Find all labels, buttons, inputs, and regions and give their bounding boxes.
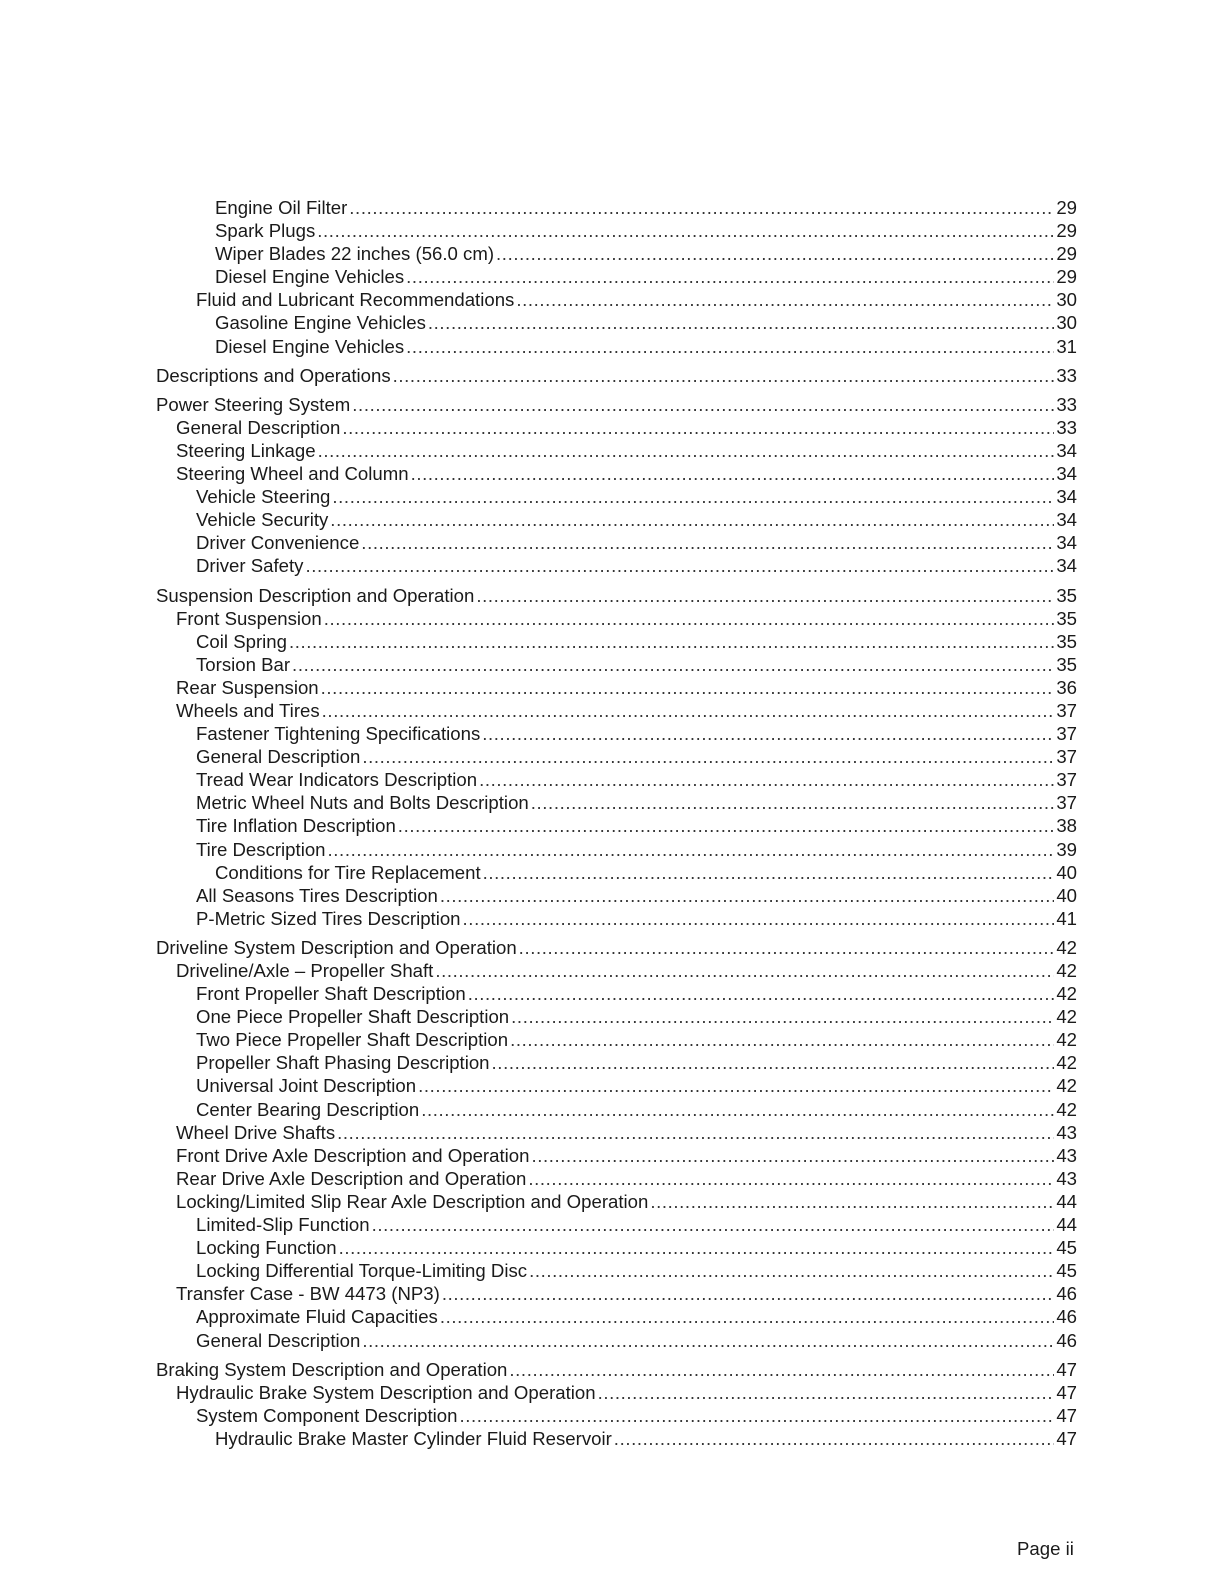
toc-entry-page: 35: [1056, 630, 1077, 652]
toc-entry-page: 29: [1056, 266, 1077, 288]
toc-entry[interactable]: [0, 861, 1224, 884]
toc-dot-leader: [398, 814, 1055, 837]
toc-entry-page: 33: [1056, 416, 1077, 438]
toc-entry-title: Locking Differential Torque-Limiting Disc: [196, 1260, 528, 1282]
toc-entry-page: 46: [1056, 1306, 1077, 1328]
toc-entry-title: P-Metric Sized Tires Description: [196, 907, 461, 929]
toc-dot-leader: [362, 1329, 1054, 1352]
toc-entry-page: 46: [1056, 1283, 1077, 1305]
toc-entry-page: 33: [1056, 364, 1077, 386]
toc-entry-line: [196, 1213, 1077, 1236]
page-number: Page ii: [1017, 1538, 1074, 1559]
toc-entry-line: [196, 722, 1077, 745]
toc-entry-line: [196, 1074, 1077, 1097]
toc-entry-title: Tread Wear Indicators Description: [196, 769, 478, 791]
toc-entry-line: [196, 745, 1077, 768]
toc-dot-leader: [339, 1236, 1055, 1259]
toc-entry-page: 34: [1056, 486, 1077, 508]
toc-entry-page: 43: [1056, 1167, 1077, 1189]
toc-entry-line: [196, 1051, 1077, 1074]
toc-entry-title: Front Drive Axle Description and Operation: [176, 1144, 530, 1166]
toc-entry-page: 37: [1056, 699, 1077, 721]
toc-dot-leader: [406, 265, 1054, 288]
toc-dot-leader: [352, 393, 1054, 416]
toc-entry-page: 40: [1056, 861, 1077, 883]
toc-entry-line: [176, 1190, 1077, 1213]
toc-dot-leader: [476, 584, 1054, 607]
toc-entry[interactable]: [0, 1167, 1224, 1190]
toc-entry[interactable]: [0, 814, 1224, 837]
toc-entry-title: Engine Oil Filter: [215, 197, 348, 218]
toc-entry-line: [196, 1028, 1077, 1051]
toc-entry-page: 40: [1056, 884, 1077, 906]
toc-entry-line: [196, 884, 1077, 907]
toc-entry-line: [176, 607, 1077, 630]
toc-entry-line: [215, 1427, 1077, 1450]
toc-entry-line: [215, 861, 1077, 884]
toc-dot-leader: [482, 722, 1054, 745]
toc-entry-line: [196, 1329, 1077, 1352]
toc-entry-page: 34: [1056, 509, 1077, 531]
toc-entry-line: [156, 936, 1077, 959]
toc-entry-line: [196, 791, 1077, 814]
toc-entry-title: Diesel Engine Vehicles: [215, 266, 405, 288]
toc-entry-title: Fluid and Lubricant Recommendations: [196, 289, 515, 311]
toc-entry-page: 47: [1056, 1381, 1077, 1403]
toc-entry-title: Hydraulic Brake Master Cylinder Fluid Reservoir: [215, 1427, 612, 1449]
toc-entry-line: [196, 531, 1077, 554]
toc-entry-title: Steering Wheel and Column: [176, 463, 409, 485]
toc-entry-title: Front Suspension: [176, 607, 322, 629]
toc-dot-leader: [289, 630, 1054, 653]
toc-entry-page: 30: [1056, 289, 1077, 311]
toc-entry[interactable]: [0, 959, 1224, 982]
toc-entry[interactable]: [0, 1427, 1224, 1450]
toc-entry-page: 36: [1056, 676, 1077, 698]
toc-entry-title: System Component Description: [196, 1404, 458, 1426]
toc-entry-line: [196, 838, 1077, 861]
toc-entry-line: [156, 1358, 1077, 1381]
toc-entry-page: 47: [1056, 1358, 1077, 1380]
toc-entry[interactable]: [0, 485, 1224, 508]
toc-dot-leader: [318, 439, 1055, 462]
toc-entry-page: 34: [1056, 439, 1077, 461]
toc-entry-title: Limited-Slip Function: [196, 1214, 370, 1236]
toc-entry-page: 29: [1056, 220, 1077, 242]
toc-entry[interactable]: [0, 242, 1224, 265]
toc-entry-line: [196, 907, 1077, 930]
toc-dot-leader: [614, 1427, 1055, 1450]
toc-entry[interactable]: [0, 936, 1224, 959]
toc-entry-line: [215, 311, 1077, 334]
toc-entry[interactable]: [0, 265, 1224, 288]
toc-entry-title: Locking Function: [196, 1237, 337, 1259]
toc-entry-page: 44: [1056, 1214, 1077, 1236]
toc-entry-title: Tire Inflation Description: [196, 815, 396, 837]
toc-entry[interactable]: [0, 1074, 1224, 1097]
toc-entry-line: [196, 1305, 1077, 1328]
toc-dot-leader: [598, 1381, 1055, 1404]
toc-entry-line: [196, 814, 1077, 837]
toc-entry-line: [176, 1381, 1077, 1404]
toc-entry-page: 42: [1056, 1006, 1077, 1028]
toc-entry-page: 30: [1056, 312, 1077, 334]
toc-entry[interactable]: [0, 462, 1224, 485]
toc-dot-leader: [529, 1259, 1054, 1282]
toc-entry-page: 42: [1056, 936, 1077, 958]
toc-entry-title: Rear Suspension: [176, 676, 319, 698]
toc-dot-leader: [393, 364, 1055, 387]
toc-entry-line: [196, 1259, 1077, 1282]
toc-dot-leader: [411, 462, 1055, 485]
toc-dot-leader: [342, 416, 1054, 439]
toc-entry-line: [196, 485, 1077, 508]
toc-entry-line: [196, 768, 1077, 791]
toc-entry[interactable]: [0, 1190, 1224, 1213]
toc-dot-leader: [442, 1282, 1054, 1305]
toc-entry-page: 42: [1056, 1029, 1077, 1051]
toc-entry-line: [156, 364, 1077, 387]
toc-entry-page: 37: [1056, 723, 1077, 745]
toc-dot-leader: [468, 982, 1055, 1005]
toc-entry[interactable]: [0, 1381, 1224, 1404]
toc-entry-title: Torsion Bar: [196, 653, 291, 675]
toc-entry-title: All Seasons Tires Description: [196, 884, 438, 906]
toc-entry-title: Braking System Description and Operation: [156, 1358, 508, 1380]
toc-entry-line: [196, 554, 1077, 577]
toc-entry-page: 39: [1056, 838, 1077, 860]
toc-entry[interactable]: [0, 584, 1224, 607]
toc-dot-leader: [421, 1098, 1054, 1121]
toc-entry-title: Wheels and Tires: [176, 699, 320, 721]
toc-entry-line: [176, 416, 1077, 439]
toc-entry-title: Approximate Fluid Capacities: [196, 1306, 438, 1328]
toc-dot-leader: [406, 335, 1054, 358]
toc-entry-title: Wheel Drive Shafts: [176, 1121, 336, 1143]
toc-entry-title: Locking/Limited Slip Rear Axle Description and Operation: [176, 1190, 649, 1212]
toc-entry-title: General Description: [176, 416, 341, 438]
toc-entry[interactable]: [0, 1028, 1224, 1051]
toc-dot-leader: [479, 768, 1054, 791]
toc-entry-title: Center Bearing Description: [196, 1098, 420, 1120]
toc-entry-title: Power Steering System: [156, 393, 351, 415]
toc-dot-leader: [330, 508, 1054, 531]
toc-entry-line: [196, 1404, 1077, 1427]
toc-entry-title: Fastener Tightening Specifications: [196, 723, 481, 745]
toc-entry[interactable]: [0, 1236, 1224, 1259]
toc-dot-leader: [496, 242, 1054, 265]
toc-dot-leader: [317, 219, 1054, 242]
toc-entry-page: 37: [1056, 792, 1077, 814]
toc-entry-page: 31: [1056, 335, 1077, 357]
toc-entry-title: Coil Spring: [196, 630, 287, 652]
toc-entry-title: Two Piece Propeller Shaft Description: [196, 1029, 509, 1051]
toc-entry-title: Vehicle Steering: [196, 486, 331, 508]
toc-dot-leader: [516, 288, 1054, 311]
toc-entry-title: Universal Joint Description: [196, 1075, 417, 1097]
toc-entry[interactable]: [0, 393, 1224, 416]
toc-dot-leader: [519, 936, 1055, 959]
toc-dot-leader: [428, 311, 1054, 334]
toc-entry-title: One Piece Propeller Shaft Description: [196, 1006, 510, 1028]
toc-dot-leader: [510, 1028, 1054, 1051]
toc-entry-line: [196, 1005, 1077, 1028]
toc-entry-line: [176, 1282, 1077, 1305]
toc-entry-line: [215, 242, 1077, 265]
toc-dot-leader: [349, 196, 1054, 219]
toc-entry[interactable]: [0, 907, 1224, 930]
toc-entry[interactable]: [0, 531, 1224, 554]
toc-entry-page: 42: [1056, 1075, 1077, 1097]
toc-entry-page: 41: [1056, 907, 1077, 929]
toc-entry[interactable]: [0, 1305, 1224, 1328]
toc-dot-leader: [440, 1305, 1054, 1328]
toc-entry-title: General Description: [196, 746, 361, 768]
toc-dot-leader: [528, 1167, 1054, 1190]
toc-entry-page: 38: [1056, 815, 1077, 837]
toc-dot-leader: [531, 791, 1055, 814]
toc-entry[interactable]: [0, 1121, 1224, 1144]
toc-entry-title: Vehicle Security: [196, 509, 329, 531]
toc-entry-title: Rear Drive Axle Description and Operation: [176, 1167, 527, 1189]
toc-dot-leader: [459, 1404, 1054, 1427]
toc-entry-page: 47: [1056, 1427, 1077, 1449]
toc-entry-page: 43: [1056, 1144, 1077, 1166]
toc-entry-page: 42: [1056, 1052, 1077, 1074]
toc-entry[interactable]: [0, 1098, 1224, 1121]
toc-entry-line: [176, 676, 1077, 699]
toc-entry-line: [196, 1236, 1077, 1259]
toc-entry[interactable]: [0, 699, 1224, 722]
toc-entry[interactable]: [0, 288, 1224, 311]
toc-entry-line: [196, 653, 1077, 676]
toc-entry[interactable]: [0, 439, 1224, 462]
toc-entry-title: Wiper Blades 22 inches (56.0 cm): [215, 243, 495, 265]
toc-entry-line: [176, 439, 1077, 462]
toc-entry-line: [176, 1121, 1077, 1144]
toc-entry[interactable]: [0, 508, 1224, 531]
toc-entry-page: 45: [1056, 1260, 1077, 1282]
toc-entry[interactable]: [0, 1259, 1224, 1282]
toc-entry-page: 42: [1056, 960, 1077, 981]
toc-entry-title: Driver Safety: [196, 555, 304, 577]
toc-entry[interactable]: [0, 768, 1224, 791]
toc-entry-line: [196, 508, 1077, 531]
toc-entry-page: 37: [1056, 746, 1077, 768]
toc-entry-line: [196, 1098, 1077, 1121]
toc-entry-line: [176, 699, 1077, 722]
toc-dot-leader: [372, 1213, 1055, 1236]
toc-entry-page: 47: [1056, 1404, 1077, 1426]
toc-dot-leader: [321, 676, 1055, 699]
toc-entry[interactable]: [0, 745, 1224, 768]
toc-dot-leader: [322, 699, 1055, 722]
toc-entry-line: [156, 393, 1077, 416]
toc-entry[interactable]: [0, 1358, 1224, 1381]
toc-entry[interactable]: [0, 982, 1224, 1005]
toc-entry-title: Front Propeller Shaft Description: [196, 983, 466, 1005]
toc-dot-leader: [463, 907, 1055, 930]
toc-entry-page: 45: [1056, 1237, 1077, 1259]
toc-dot-leader: [418, 1074, 1054, 1097]
toc-entry-title: Diesel Engine Vehicles: [215, 335, 405, 357]
toc-dot-leader: [650, 1190, 1054, 1213]
toc-entry[interactable]: [0, 791, 1224, 814]
toc-entry-page: 35: [1056, 653, 1077, 675]
toc-dot-leader: [492, 1051, 1055, 1074]
toc-entry[interactable]: [0, 1144, 1224, 1167]
toc-entry[interactable]: [0, 335, 1224, 358]
toc-entry-title: Steering Linkage: [176, 439, 316, 461]
toc-entry[interactable]: [0, 607, 1224, 630]
toc-entry-title: Driveline/Axle – Propeller Shaft: [176, 960, 434, 981]
toc-entry-title: Descriptions and Operations: [156, 364, 391, 386]
toc-entry-title: Metric Wheel Nuts and Bolts Description: [196, 792, 529, 814]
toc-entry[interactable]: [0, 884, 1224, 907]
toc-entry-title: Conditions for Tire Replacement: [215, 861, 481, 883]
table-of-contents: [0, 196, 1224, 1450]
toc-entry-title: Transfer Case - BW 4473 (NP3): [176, 1283, 440, 1305]
toc-entry[interactable]: [0, 1282, 1224, 1305]
toc-dot-leader: [292, 653, 1054, 676]
toc-dot-leader: [328, 838, 1055, 861]
toc-dot-leader: [361, 531, 1054, 554]
toc-entry-line: [215, 196, 1077, 219]
toc-entry-page: 42: [1056, 1098, 1077, 1120]
toc-entry-page: 35: [1056, 584, 1077, 606]
toc-entry-title: Hydraulic Brake System Description and Operation: [176, 1381, 596, 1403]
toc-dot-leader: [511, 1005, 1054, 1028]
toc-entry-title: Driver Convenience: [196, 532, 360, 554]
toc-entry-line: [196, 288, 1077, 311]
toc-entry[interactable]: [0, 1051, 1224, 1074]
toc-entry-title: Spark Plugs: [215, 220, 316, 242]
toc-dot-leader: [435, 959, 1054, 982]
toc-entry[interactable]: [0, 676, 1224, 699]
toc-entry-page: 44: [1056, 1190, 1077, 1212]
toc-entry-page: 29: [1056, 243, 1077, 265]
toc-entry-line: [156, 584, 1077, 607]
toc-dot-leader: [332, 485, 1054, 508]
toc-entry-page: 43: [1056, 1121, 1077, 1143]
toc-dot-leader: [324, 607, 1055, 630]
toc-entry-page: 35: [1056, 607, 1077, 629]
toc-entry[interactable]: [0, 416, 1224, 439]
toc-entry[interactable]: [0, 364, 1224, 387]
toc-entry-line: [176, 1167, 1077, 1190]
toc-entry-title: Suspension Description and Operation: [156, 584, 475, 606]
toc-entry-page: 34: [1056, 555, 1077, 577]
toc-entry-line: [196, 982, 1077, 1005]
toc-entry[interactable]: [0, 311, 1224, 334]
toc-entry-page: 46: [1056, 1329, 1077, 1351]
toc-entry-title: Gasoline Engine Vehicles: [215, 312, 426, 334]
toc-entry-page: 33: [1056, 393, 1077, 415]
toc-entry-line: [215, 219, 1077, 242]
toc-entry-title: Tire Description: [196, 838, 326, 860]
toc-entry[interactable]: [0, 1329, 1224, 1352]
toc-dot-leader: [483, 861, 1055, 884]
toc-entry-line: [215, 335, 1077, 358]
toc-entry[interactable]: [0, 1005, 1224, 1028]
toc-entry[interactable]: [0, 838, 1224, 861]
toc-entry-title: Driveline System Description and Operation: [156, 936, 517, 958]
toc-entry[interactable]: [0, 630, 1224, 653]
toc-entry-page: 37: [1056, 769, 1077, 791]
toc-entry-line: [176, 1144, 1077, 1167]
toc-entry[interactable]: [0, 219, 1224, 242]
toc-dot-leader: [509, 1358, 1054, 1381]
toc-entry[interactable]: [0, 722, 1224, 745]
toc-entry-title: General Description: [196, 1329, 361, 1351]
toc-entry-page: 34: [1056, 463, 1077, 485]
toc-entry-page: 34: [1056, 532, 1077, 554]
toc-dot-leader: [305, 554, 1054, 577]
toc-entry[interactable]: [0, 1404, 1224, 1427]
toc-entry-line: [176, 462, 1077, 485]
toc-entry[interactable]: [0, 196, 1224, 219]
toc-dot-leader: [531, 1144, 1054, 1167]
toc-entry-title: Propeller Shaft Phasing Description: [196, 1052, 490, 1074]
toc-entry-page: 29: [1056, 197, 1077, 218]
toc-dot-leader: [440, 884, 1054, 907]
toc-entry[interactable]: [0, 653, 1224, 676]
toc-dot-leader: [337, 1121, 1054, 1144]
toc-entry[interactable]: [0, 554, 1224, 577]
toc-entry-page: 42: [1056, 983, 1077, 1005]
toc-entry-line: [215, 265, 1077, 288]
toc-entry-line: [196, 630, 1077, 653]
toc-entry[interactable]: [0, 1213, 1224, 1236]
toc-dot-leader: [362, 745, 1054, 768]
toc-entry-line: [176, 959, 1077, 982]
